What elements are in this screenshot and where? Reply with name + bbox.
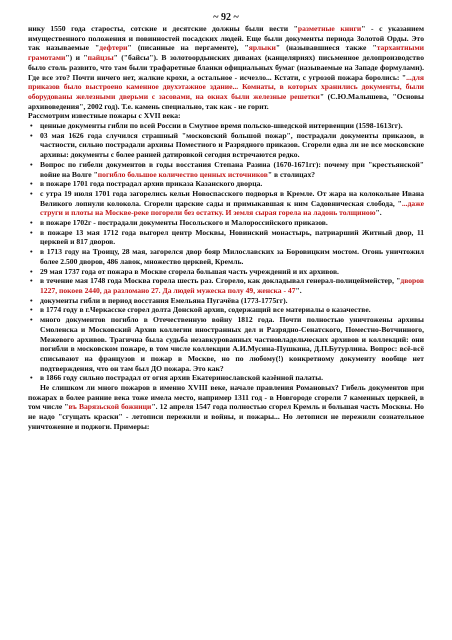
list-item: • с утра 19 июля 1701 года загорелись кельи Новоспасского подворья в Кремле. От жара на колокольне Ивана Великого лопнули колокола. Сгорели царские сады и примыкавшая к ним Садовническая слобода, "...даже струги и плоты на Москве-реке погорели без остатку. И земля сырая горела на ладонь толщиною". (28, 189, 424, 218)
page-number: ~ 92 ~ (213, 12, 239, 23)
highlight-quote: ...для приказов было выстроено каменное двухэтажное здание... Комнаты, в которых хранились документы, были оборудованы железными дверьми с засовами, на окнах были железные решетки (28, 72, 424, 101)
text-run: " (писанные на пергаменте), " (127, 43, 249, 53)
highlight-term: ярлыки (248, 43, 276, 53)
text-run: " - с указанием имущественного положения и повинностей посадских людей. Еще были документы периода Золотой Орды. Это так называемые " (28, 24, 425, 53)
list-item: • в 1713 году на Троицу, 28 мая, загорелся двор бояр Милославских за Боровицким мостом. Огонь уничтожил более 2.500 дворов, 486 лавок, множество церквей, Кремль. (28, 247, 424, 266)
text-run: " (С.Ю.Малышева, "Основы архивоведения", 2002 год). Т.е. камень специально, так как - не горит. (28, 91, 424, 111)
text-run: нику 1550 года старосты, сотские и десятские должны были вести " (28, 24, 298, 33)
highlight-term: тархантными грамотами (28, 43, 425, 63)
text-run: " (называвшиеся также " (275, 43, 377, 53)
highlight-quote: ...даже струги и плоты на Москве-реке погорели без остатку. И земля сырая горела на ладонь толщиною (40, 198, 424, 218)
list-item: • в 1866 году сильно пострадал от огня архив Екатеринославской казённой палаты. (28, 373, 424, 383)
list-item: • в 1774 году в г.Черкасске сгорел долта Донской архив, содержащий все материалы о казачестве. (28, 305, 424, 315)
closing-paragraph: Не слишком ли много пожаров в именно XVIII веке, начале правления Романовых? Гибель документов при пожарах в более ранние века тоже имела место, например 1311 год - в Новгороде сгорели 7 каменных церквей, в том числе "въ Варязьской божници". 12 апреля 1547 года полностью сгорел Кремль и большая часть Москвы. Но не надо "сгущать краски" - летописи пережили и войны, и пожары... Но летописи не пережили сознательное уничтожение и поджоги. Примеры: (28, 383, 424, 431)
list-item: • Вопрос по гибели документов в годы восстания Степана Разина (1670-1671гг): почему при "крестьянской" войне на Волге "погибло большое количество ценных источников" в столицах? (28, 160, 424, 179)
list-item: • в пожаре 13 мая 1712 года выгорел центр Москвы, Новинский монастырь, патриарший Житный двор, 11 церквей и 817 дворов. (28, 228, 424, 247)
highlight-term: дефтери (99, 43, 128, 53)
highlight-term: разметные книги (297, 24, 362, 33)
list-item: • много документов погибло в Отечественную войну 1812 года. Почти полностью уничтожены архивы Смоленска и Московский Архив коллегии иностранных дел и Разрядно-Сенатского, Поместно-Вотчинного, Межевого архивов. Трагична была судьба незавкурованных частновладельческих архивов и коллекций: они погибли в московском пожаре, в том числе коллекции А.И.Мусина-Пушкина, Д.П.Бутурлина. Вопрос: всё-всё списывают на французов и пожар в Москве, но по любому(!) конкретному документу вообще нет подтверждения, что он там был ДО пожара. Это как? (28, 315, 424, 373)
text-run: ") и " (65, 53, 88, 63)
list-item: • 29 мая 1737 года от пожара в Москве сгорела большая часть учреждений и их архивов. (28, 267, 424, 277)
text-run: " ("байсы"). В золотоордынских диванах (канцеляриях) письменное делопроизводство было столь развито, что там были трафаретные бланки официальных бумаг (называемые на Западе формулами). Где все это? Почти ничего нет, жалкие крохи, а остальное - исчезло... Кстати, с угрозой пожара боролись: " (28, 53, 424, 82)
text-body (28, 24, 424, 432)
highlight-term: пайцзы (87, 53, 114, 63)
list-item: • 03 мая 1626 года случился страшный "московский большой пожар", пострадали документы приказов, в частности, сильно пострадали архивы Поместного и Разрядного приказов. Сгорели едва ли не все московские архивы: документы с более ранней датировкой сегодня встречаются редко. (28, 131, 424, 160)
fire-list (28, 121, 424, 383)
list-item: • ценные документы гибли по всей России в Смутное время польско-шведской интервенции (1598-1613гг). (28, 121, 424, 131)
list-item: • документы гибли в период восстания Емельяна Пугачёва (1773-1775гг). (28, 296, 424, 306)
highlight-quote: погибло большое количество ценных источников (97, 169, 268, 179)
highlight-quote: дворов 1227, покоев 2440, да разломано 27. Да людей мужеска полу 49, женска - 47 (40, 276, 424, 295)
list-item: • в пожаре 1701 года пострадал архив приказа Казанского дворца. (28, 179, 424, 189)
list-lead: Рассмотрим известные пожары с XVII века: (28, 111, 181, 121)
list-item: • в течение мая 1748 года Москва горела шесть раз. Сгорело, как докладывал генерал-полицеймейстер, "дворов 1227, покоев 2440, да разломано 27. Да людей мужеска полу 49, женска - 47". (28, 276, 424, 295)
list-item: • в пожаре 1702г - пострадали документы Посольского и Малороссийского приказов. (28, 218, 424, 228)
highlight-quote: въ Варязьской божници (68, 402, 152, 412)
intro-paragraph (28, 24, 424, 111)
